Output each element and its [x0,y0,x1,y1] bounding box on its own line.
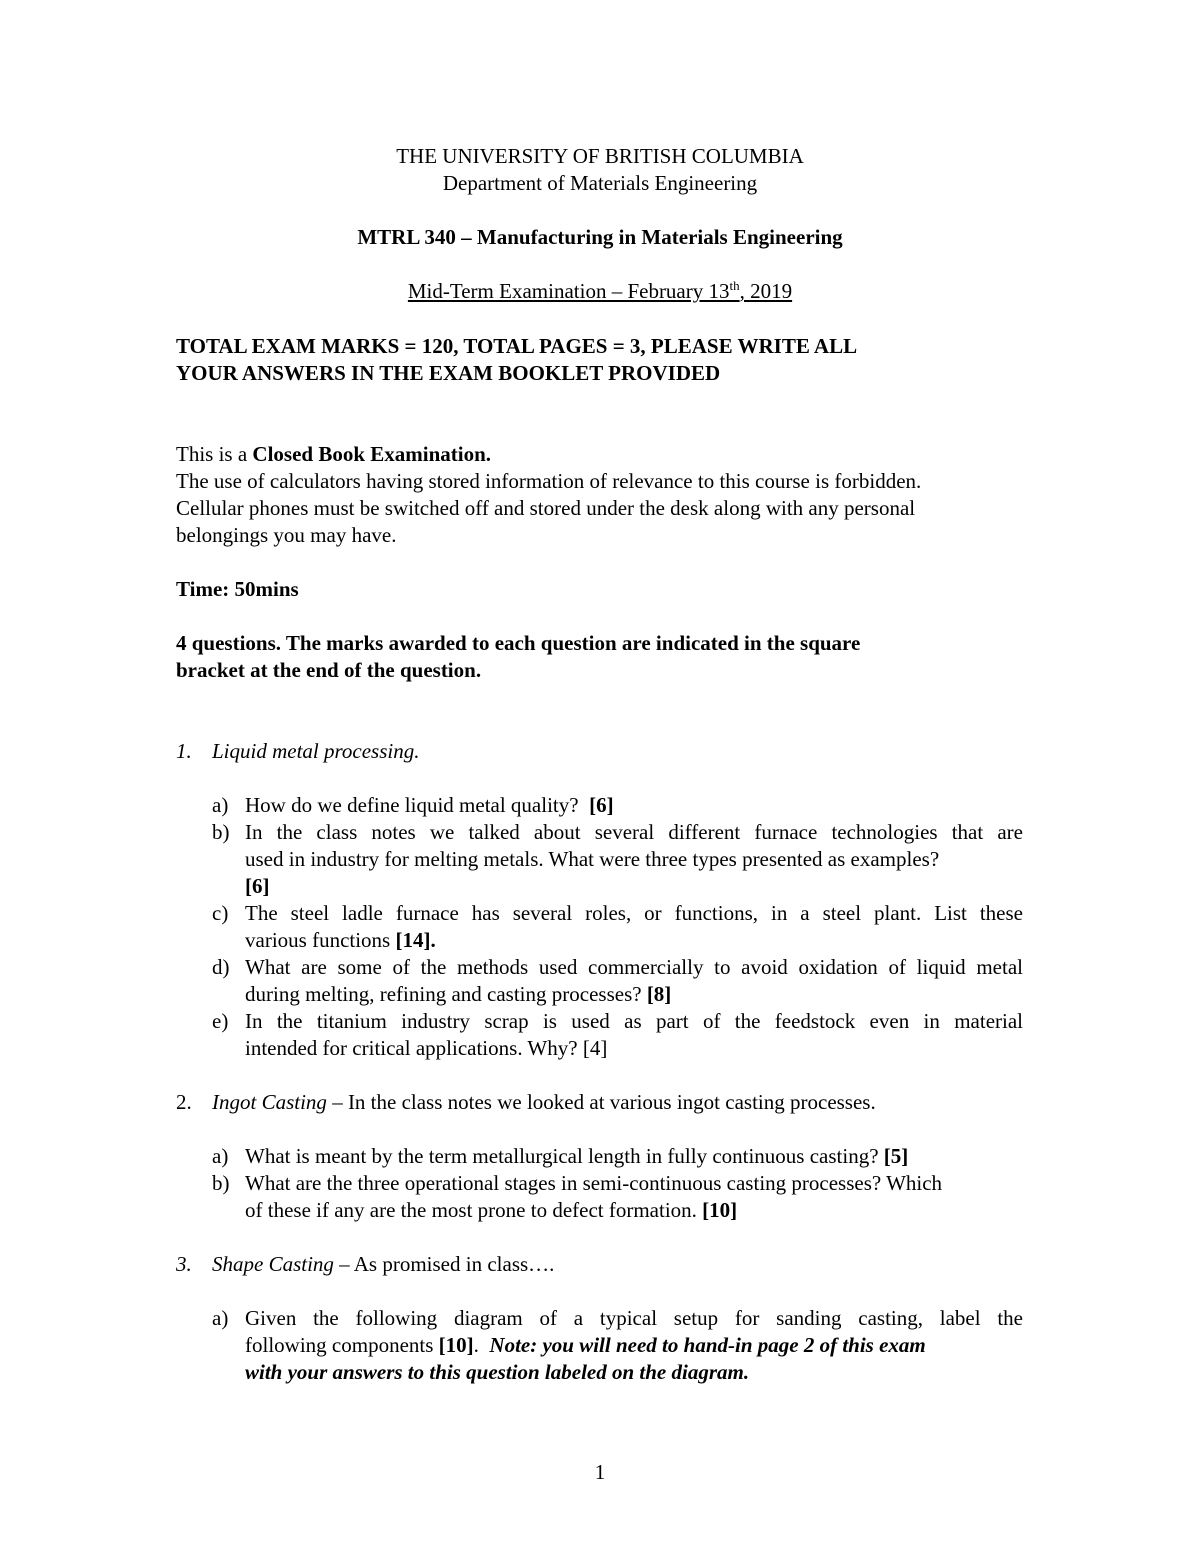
marks-note-line-2: bracket at the end of the question. [176,658,482,682]
q2a-text: What is meant by the term metallurgical length in fully continuous casting? [5] [245,1144,909,1168]
q1e-label: e) [212,1009,229,1033]
q3a-note-line-2: with your answers to this question labeled on the diagram. [245,1360,750,1384]
q1b-label: b) [212,820,230,844]
q1e-line-2: intended for critical applications. Why? [4] [245,1036,608,1060]
phone-rule-line-1: Cellular phones must be switched off and stored under the desk along with any personal [176,496,916,520]
department-name: Department of Materials Engineering [442,171,758,195]
closed-book-notice: This is a Closed Book Examination. [176,442,492,466]
q1c-line-1: The steel ladle furnace has several roles, or functions, in a steel plant. List these [245,901,1023,925]
q1d-label: d) [212,955,230,979]
q1c-label: c) [212,901,229,925]
course-title: MTRL 340 – Manufacturing in Materials Engineering [357,225,843,249]
q2-number: 2. [176,1090,192,1114]
q2b-label: b) [212,1171,230,1195]
q1c-line-2: various functions [14]. [245,928,436,952]
university-name: THE UNIVERSITY OF BRITISH COLUMBIA [396,144,804,168]
q1b-line-2: used in industry for melting metals. What were three types presented as examples? [245,847,940,871]
marks-note-line-1: 4 questions. The marks awarded to each question are indicated in the square [176,631,861,655]
total-marks-line-1: TOTAL EXAM MARKS = 120, TOTAL PAGES = 3, PLEASE WRITE ALL [176,334,858,358]
calculator-rule: The use of calculators having stored information of relevance to this course is forbidden. [176,469,922,493]
q1-title: Liquid metal processing. [212,739,420,763]
page-number: 1 [594,1460,606,1484]
q1e-line-1: In the titanium industry scrap is used as part of the feedstock even in material [245,1009,1023,1033]
q1a-text: How do we define liquid metal quality? [6] [245,793,614,817]
q2b-line-2: of these if any are the most prone to defect formation. [10] [245,1198,738,1222]
q1b-marks: [6] [245,874,270,898]
q3a-line-2: following components [10]. Note: you will need to hand-in page 2 of this exam [245,1333,926,1357]
q3-number: 3. [176,1252,192,1276]
q1b-line-1: In the class notes we talked about several different furnace technologies that are [245,820,1023,844]
exam-time: Time: 50mins [176,577,299,601]
q3a-label: a) [212,1306,229,1330]
phone-rule-line-2: belongings you may have. [176,523,397,547]
q2-heading: Ingot Casting – In the class notes we looked at various ingot casting processes. [212,1090,876,1114]
q1a-label: a) [212,793,229,817]
q1d-line-1: What are some of the methods used commercially to avoid oxidation of liquid metal [245,955,1023,979]
q3a-line-1: Given the following diagram of a typical setup for sanding casting, label the [245,1306,1023,1330]
q1d-line-2: during melting, refining and casting processes? [8] [245,982,672,1006]
q3-heading: Shape Casting – As promised in class…. [212,1252,555,1276]
q2b-line-1: What are the three operational stages in semi-continuous casting processes? Which [245,1171,943,1195]
q1-number: 1. [176,739,192,763]
total-marks-line-2: YOUR ANSWERS IN THE EXAM BOOKLET PROVIDED [176,361,721,385]
exam-title-text: Mid-Term Examination – February 13th, 2019 [407,278,793,303]
q2a-label: a) [212,1144,229,1168]
exam-title [0,279,1200,304]
